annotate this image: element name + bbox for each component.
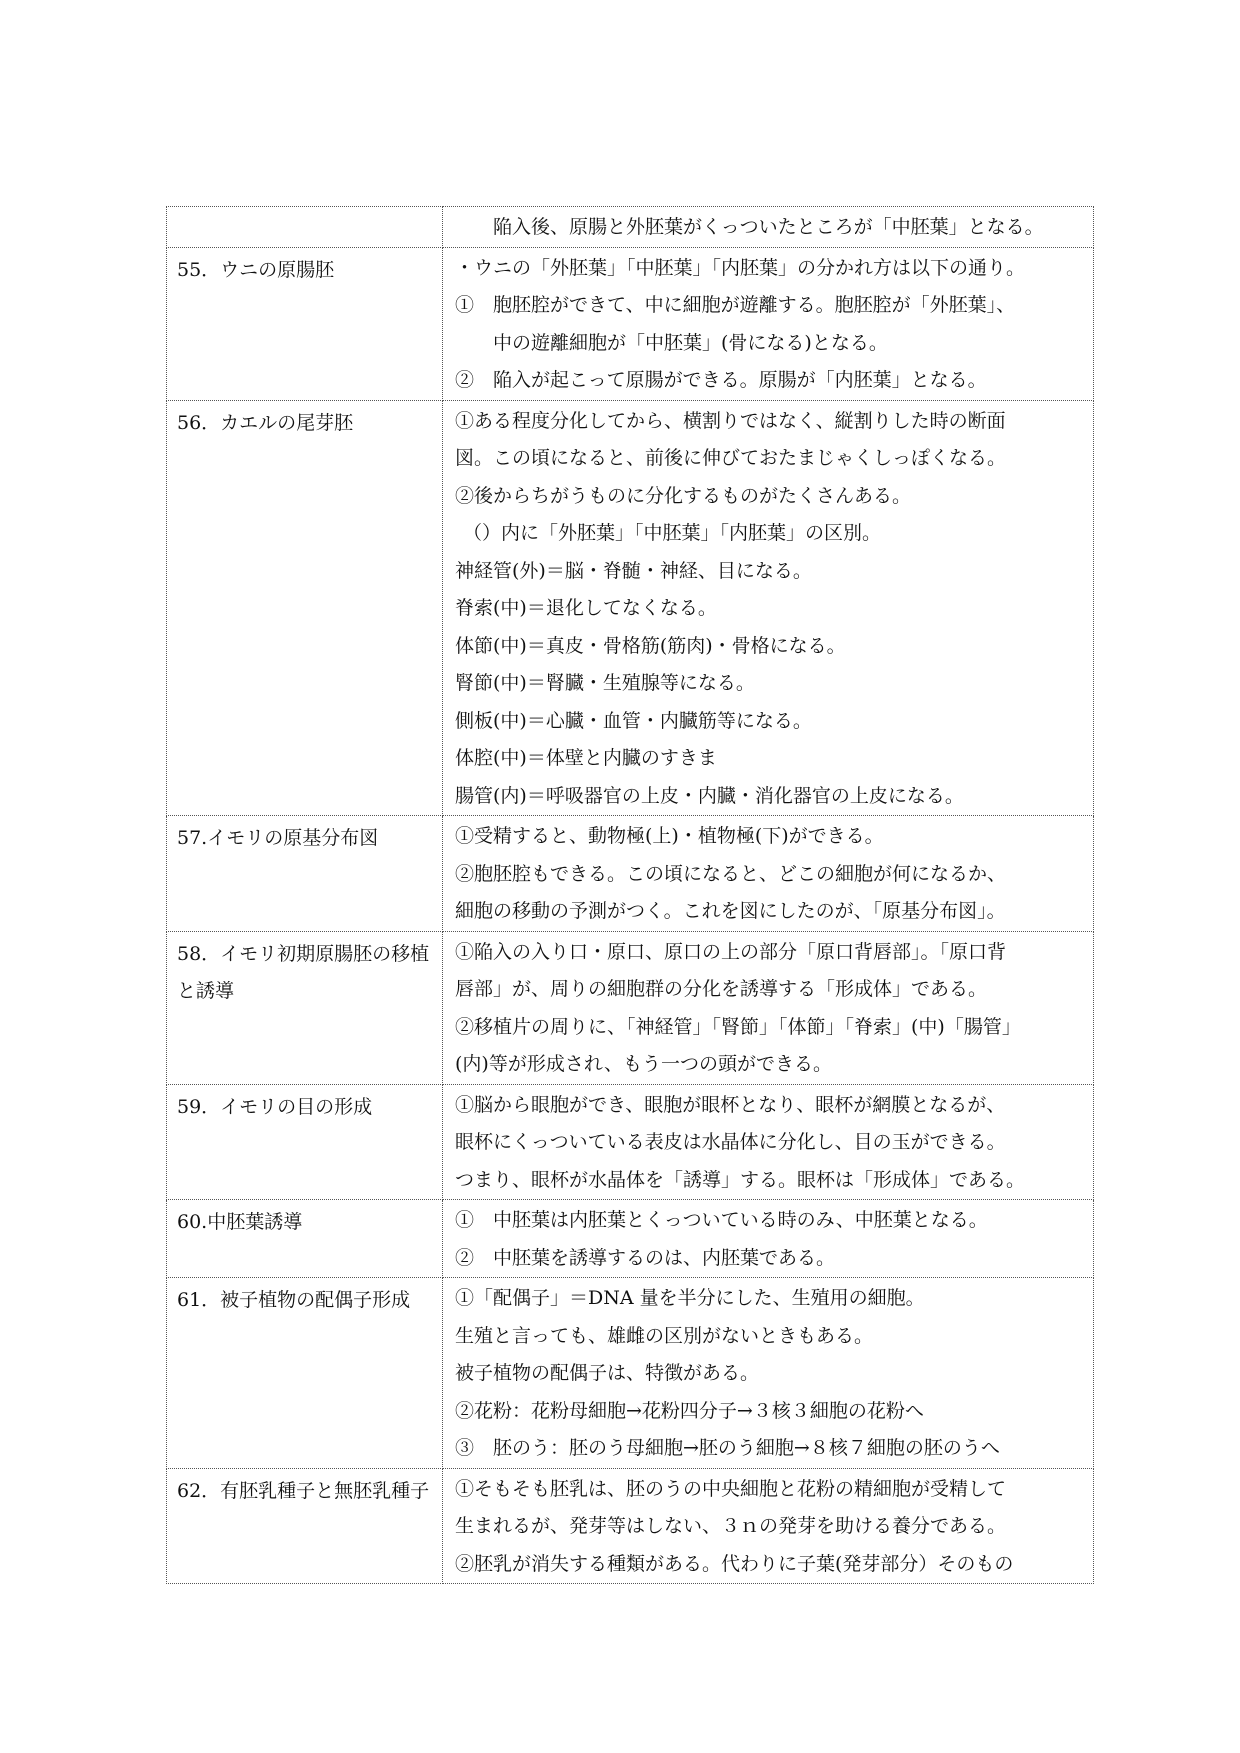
body-line: 中の遊離細胞が「中胚葉」(骨になる)となる。 xyxy=(493,331,888,354)
body-line: ①受精すると、動物極(上)・植物極(下)ができる。 xyxy=(455,825,884,847)
body-cell xyxy=(443,816,1094,932)
body-line: 腸管(内)＝呼吸器官の上皮・内臓・消化器官の上皮になる。 xyxy=(455,784,964,807)
body-cell xyxy=(443,1084,1094,1200)
body-cell xyxy=(443,247,1094,400)
body-line: 細胞の移動の予測がつく。これを図にしたのが、「原基分布図」。 xyxy=(455,900,1006,922)
body-line: 腎節(中)＝腎臓・生殖腺等になる。 xyxy=(455,672,755,694)
body-line: ① 中胚葉は内胚葉とくっついている時のみ、中胚葉となる。 xyxy=(455,1209,988,1231)
body-line: 生殖と言っても、雄雌の区別がないときもある。 xyxy=(455,1324,874,1347)
body-cell xyxy=(443,1200,1094,1278)
body-line: 側板(中)＝心臓・血管・内臓筋等になる。 xyxy=(455,709,812,732)
body-line: (内)等が形成され、もう一つの頭ができる。 xyxy=(455,1053,832,1075)
body-line: ②胞胚腔もできる。この頃になると、どこの細胞が何になるか、 xyxy=(455,862,1007,885)
body-line: ③ 胚のう：胚のう母細胞→胚のう細胞→８核７細胞の胚のうへ xyxy=(455,1437,1000,1459)
body-line: 図。この頃になると、前後に伸びておたまじゃくしっぽくなる。 xyxy=(455,447,1007,469)
body-line: ① 胞胚腔ができて、中に細胞が遊離する。胞胚腔が「外胚葉」、 xyxy=(455,294,1016,316)
body-line: ②胚乳が消失する種類がある。代わりに子葉(発芽部分）そのもの xyxy=(455,1552,1014,1575)
table-row xyxy=(167,1468,1094,1584)
body-line: ②後からちがうものに分化するものがたくさんある。 xyxy=(455,484,912,507)
table-row xyxy=(167,1278,1094,1469)
topic-cell: 60.中胚葉誘導 xyxy=(167,1200,443,1278)
topic-cell: 62．有胚乳種子と無胚乳種子 xyxy=(167,1468,443,1584)
body-line: 神経管(外)＝脳・脊髄・神経、目になる。 xyxy=(455,559,812,582)
body-line: ② 陥入が起こって原腸ができる。原腸が「内胚葉」となる。 xyxy=(455,369,987,391)
topic-cell: 59．イモリの目の形成 xyxy=(167,1084,443,1200)
table-row xyxy=(167,400,1094,816)
notes-sheet xyxy=(166,206,1094,1584)
body-cell xyxy=(443,207,1094,248)
table-row xyxy=(167,816,1094,932)
body-line: ・ウニの「外胚葉」「中胚葉」「内胚葉」の分かれ方は以下の通り。 xyxy=(455,256,1026,279)
body-line: 陥入後、原腸と外胚葉がくっついたところが「中胚葉」となる。 xyxy=(493,216,1044,238)
notes-table-body xyxy=(167,207,1094,1584)
body-line: ①「配偶子」＝DNA 量を半分にした、生殖用の細胞。 xyxy=(455,1287,925,1309)
table-row xyxy=(167,207,1094,248)
topic-cell: 58．イモリ初期原腸胚の移植と誘導 xyxy=(167,931,443,1084)
topic-cell: 55．ウニの原腸胚 xyxy=(167,247,443,400)
topic-cell: 57.イモリの原基分布図 xyxy=(167,816,443,932)
body-line: 体節(中)＝真皮・骨格筋(筋肉)・骨格になる。 xyxy=(455,634,846,657)
body-cell xyxy=(443,931,1094,1084)
notes-table xyxy=(166,206,1094,1584)
body-line: 唇部」が、周りの細胞群の分化を誘導する「形成体」である。 xyxy=(455,978,988,1000)
body-line: つまり、眼杯が水晶体を「誘導」する。眼杯は「形成体」である。 xyxy=(455,1168,1026,1191)
body-line: 体腔(中)＝体壁と内臓のすきま xyxy=(455,747,717,769)
body-line: 被子植物の配偶子は、特徴がある。 xyxy=(455,1362,760,1384)
topic-cell: 61．被子植物の配偶子形成 xyxy=(167,1278,443,1469)
table-row xyxy=(167,1084,1094,1200)
topic-cell: 56．カエルの尾芽胚 xyxy=(167,400,443,816)
body-line: ①そもそも胚乳は、胚のうの中央細胞と花粉の精細胞が受精して xyxy=(455,1477,1007,1500)
body-line: ②花粉：花粉母細胞→花粉四分子→３核３細胞の花粉へ xyxy=(455,1399,924,1422)
body-line: ①陥入の入り口・原口、原口の上の部分「原口背唇部」。「原口背 xyxy=(455,940,1007,963)
body-line: （）内に「外胚葉」「中胚葉」「内胚葉」の区別。 xyxy=(463,522,882,544)
table-row xyxy=(167,1200,1094,1278)
topic-cell xyxy=(167,207,443,248)
body-line: ①脳から眼胞ができ、眼胞が眼杯となり、眼杯が網膜となるが、 xyxy=(455,1093,1006,1116)
table-row xyxy=(167,247,1094,400)
body-cell xyxy=(443,400,1094,816)
body-line: ②移植片の周りに、「神経管」「腎節」「体節」「脊索」(中)「腸管」 xyxy=(455,1015,1021,1038)
body-cell xyxy=(443,1468,1094,1584)
body-line: 生まれるが、発芽等はしない、３ｎの発芽を助ける養分である。 xyxy=(455,1515,1007,1537)
body-line: ② 中胚葉を誘導するのは、内胚葉である。 xyxy=(455,1246,836,1269)
body-line: ①ある程度分化してから、横割りではなく、縦割りした時の断面 xyxy=(455,409,1006,432)
body-line: 脊索(中)＝退化してなくなる。 xyxy=(455,597,717,619)
table-row xyxy=(167,931,1094,1084)
body-line: 眼杯にくっついている表皮は水晶体に分化し、目の玉ができる。 xyxy=(455,1131,1006,1153)
body-cell xyxy=(443,1278,1094,1469)
